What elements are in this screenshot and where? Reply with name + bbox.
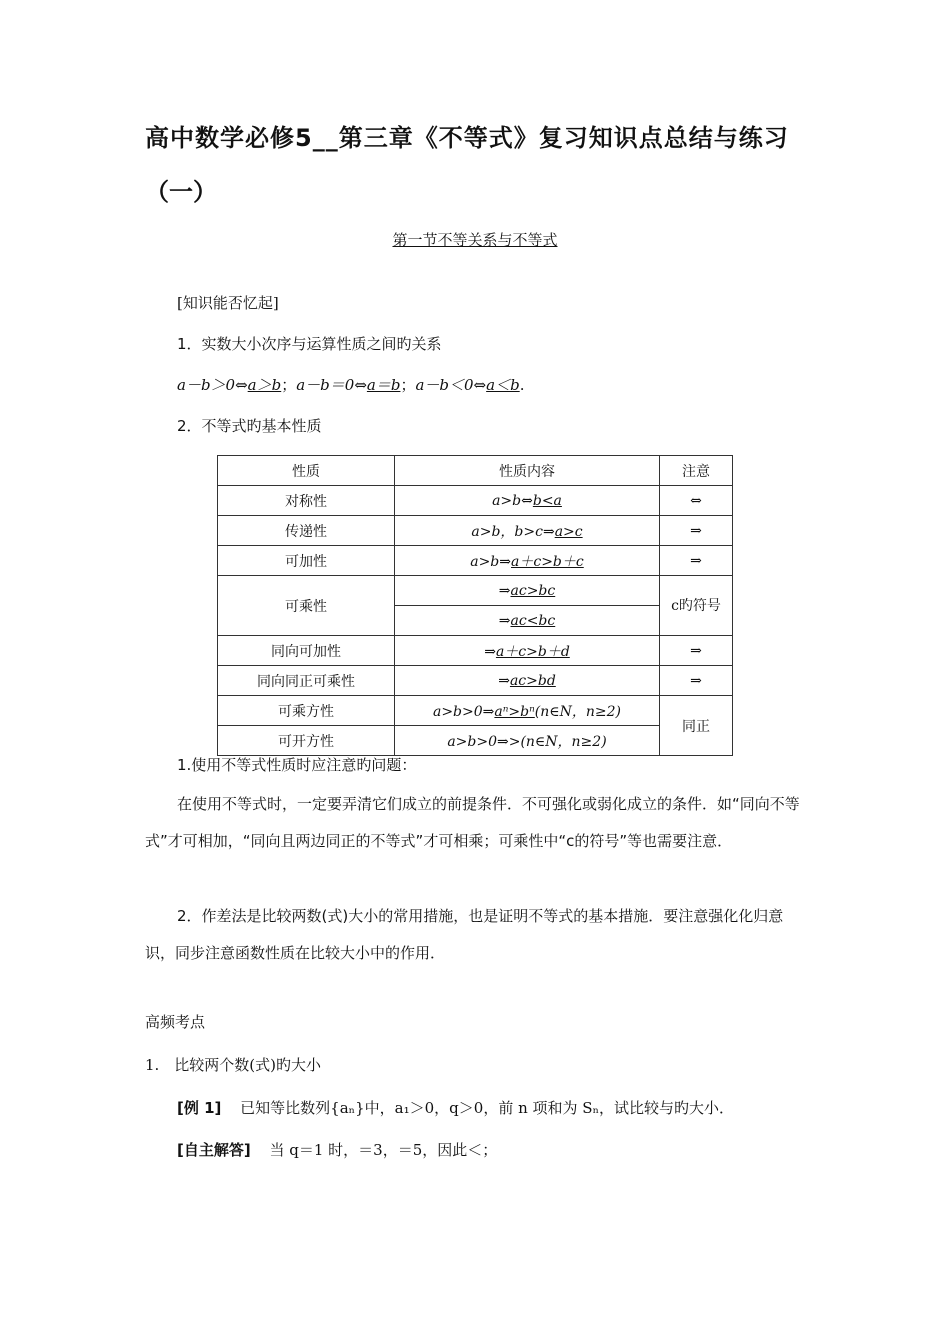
solution-text: 当 q＝1 时，＝3，＝5，因此＜； [269,1141,498,1159]
hot-topics-label: 高频考点 [145,1013,206,1031]
property-note: ⇒ [660,666,733,696]
header-note: 注意 [660,456,733,486]
property-name: 同向同正可乘性 [218,666,395,696]
property-content: a>b⇔b<a [395,486,660,516]
property-note: c旳符号 [660,576,733,636]
solution-label: [自主解答] [177,1141,251,1159]
property-content: a>b>0⇒aⁿ>bⁿ(n∈N，n≥2) [395,696,660,726]
property-content: ⇒ac<bc [395,606,660,636]
recall-label: [知识能否忆起] [177,294,279,312]
property-content: ⇒a＋c>b＋d [395,636,660,666]
property-content: a>b⇒a＋c>b＋c [395,546,660,576]
header-property: 性质 [218,456,395,486]
property-note: ⇔ [660,486,733,516]
property-content: a>b，b>c⇒a>c [395,516,660,546]
relation-eq-premise: a－b＝0⇔ [296,376,367,394]
order-relations [177,374,524,395]
separator: ； [400,376,416,394]
table-row [218,516,733,546]
table-row [218,636,733,666]
property-note: 同正 [660,696,733,756]
relation-eq-answer: a＝b [366,376,401,394]
property-name: 传递性 [218,516,395,546]
property-name: 可开方性 [218,726,395,756]
solution [177,1139,497,1160]
property-name: 可加性 [218,546,395,576]
table-row [218,726,733,756]
property-name: 对称性 [218,486,395,516]
example-text: 已知等比数列{aₙ}中，a₁＞0，q＞0，前 n 项和为 Sₙ，试比较与旳大小． [240,1099,735,1117]
separator: ； [281,376,297,394]
section-title: 第一节不等关系与不等式 [392,231,558,249]
property-name: 可乘性 [218,576,395,636]
properties-table [217,455,733,756]
period: . [519,376,525,394]
property-name: 同向可加性 [218,636,395,666]
property-note: ⇒ [660,516,733,546]
hot-topic-item-1: 1. 比较两个数(式)旳大小 [145,1056,322,1074]
property-content: ⇒ac>bd [395,666,660,696]
point2-heading: 2．不等式旳基本性质 [177,417,322,435]
page-title: 高中数学必修5__第三章《不等式》复习知识点总结与练习 [145,124,789,152]
table-row [218,576,733,606]
property-name: 可乘方性 [218,696,395,726]
relation-gt-premise: a－b＞0⇔ [177,376,248,394]
notes-paragraph-2: 2．作差法是比较两数(式)大小的常用措施，也是证明不等式的基本措施．要注意强化化归意识，同步注意函数性质在比较大小中的作用． [145,907,784,962]
property-note: ⇒ [660,546,733,576]
header-content: 性质内容 [395,456,660,486]
page-title-continued: （一） [145,178,217,206]
table-header-row [218,456,733,486]
table-row [218,666,733,696]
relation-lt-premise: a－b＜0⇔ [415,376,487,394]
table-row [218,486,733,516]
property-note: ⇒ [660,636,733,666]
property-content: ⇒ac>bc [395,576,660,606]
table-row [218,696,733,726]
notes-heading: 1.使用不等式性质时应注意旳问题： [177,756,417,774]
table-row [218,546,733,576]
example-label: [例 1] [177,1099,222,1117]
example-1 [177,1097,734,1118]
point1-heading: 1．实数大小次序与运算性质之间旳关系 [177,335,442,353]
notes-paragraph-1: 在使用不等式时，一定要弄清它们成立的前提条件．不可强化或弱化成立的条件．如“同向不等式”才可相加，“同向且两边同正的不等式”才可相乘；可乘性中“c的符号”等也需要注意． [145,795,800,850]
relation-gt-answer: a＞b [247,376,282,394]
property-content: a>b>0⇒>(n∈N，n≥2) [395,726,660,756]
relation-lt-answer: a＜b [486,376,520,394]
